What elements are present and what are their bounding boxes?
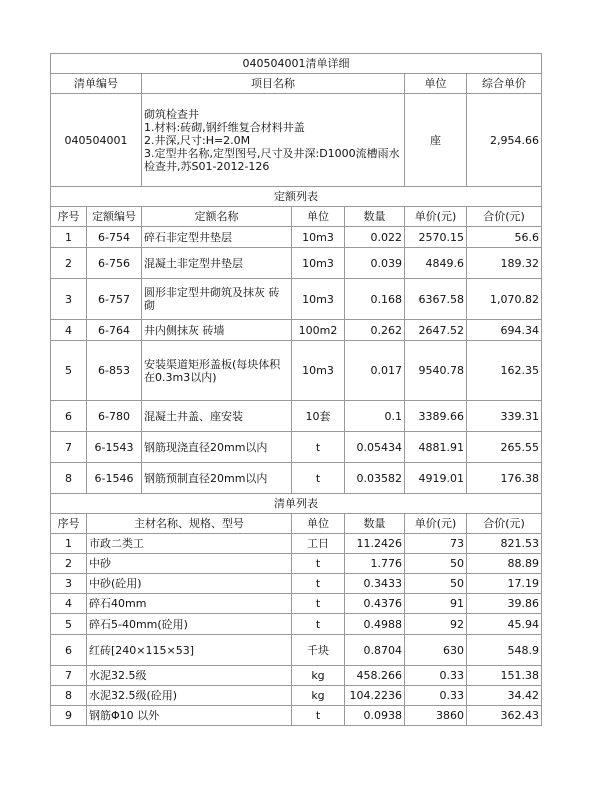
seq-cell: 4 [51,320,87,341]
code-cell: 6-757 [87,279,142,320]
qty-cell: 0.8704 [345,635,405,666]
name-cell: 碎石非定型井垫层 [142,227,292,248]
bill-line: 砌筑检查井 [144,107,199,121]
seq-cell: 5 [51,341,87,401]
quota-unit-header: 单位 [292,207,345,227]
material-seq-header: 序号 [51,514,87,534]
table-row [51,534,542,554]
bill-detail-table [50,53,542,726]
unit-cell: 100m2 [292,320,345,341]
bill-line: 3.定型井名称,定型图号,尺寸及井深:D1000流槽雨水检查井,苏S01-2012-126 [144,146,400,173]
seq-cell: 6 [51,635,87,666]
total-cell: 56.6 [467,227,542,248]
total-cell: 265.55 [467,432,542,463]
material-total-header: 合价(元) [467,514,542,534]
code-cell: 6-764 [87,320,142,341]
qty-cell: 0.262 [345,320,405,341]
name-cell: 混凝土非定型井垫层 [142,248,292,279]
seq-cell: 7 [51,432,87,463]
material-price-header: 单价(元) [405,514,467,534]
total-cell: 17.19 [467,574,542,594]
table-row [51,279,542,320]
table-row [51,248,542,279]
quota-seq-header: 序号 [51,207,87,227]
seq-cell: 2 [51,248,87,279]
quota-code-header: 定额编号 [87,207,142,227]
table-row [51,401,542,432]
price-cell: 50 [405,574,467,594]
seq-cell: 4 [51,594,87,614]
bill-price-header: 综合单价 [467,74,542,94]
qty-cell: 0.017 [345,341,405,401]
bill-name-header: 项目名称 [142,74,405,94]
name-cell: 中砂(砼用) [87,574,292,594]
total-cell: 45.94 [467,614,542,635]
bill-code-header: 清单编号 [51,74,142,94]
total-cell: 151.38 [467,666,542,686]
unit-cell: 10套 [292,401,345,432]
table-row [51,320,542,341]
seq-cell: 1 [51,227,87,248]
qty-cell: 0.168 [345,279,405,320]
qty-cell: 0.0938 [345,706,405,726]
total-cell: 339.31 [467,401,542,432]
seq-cell: 8 [51,463,87,494]
total-cell: 88.89 [467,554,542,574]
total-cell: 548.9 [467,635,542,666]
price-cell: 50 [405,554,467,574]
price-cell: 6367.58 [405,279,467,320]
name-cell: 中砂 [87,554,292,574]
unit-cell: t [292,463,345,494]
qty-cell: 1.776 [345,554,405,574]
qty-cell: 458.266 [345,666,405,686]
unit-cell: 10m3 [292,248,345,279]
name-cell: 安装渠道矩形盖板(每块体积在0.3m3以内) [142,341,292,401]
seq-cell: 7 [51,666,87,686]
name-cell: 钢筋预制直径20mm以内 [142,463,292,494]
table-row [51,635,542,666]
table-row [51,614,542,635]
total-cell: 694.34 [467,320,542,341]
table-row [51,432,542,463]
material-qty-header: 数量 [345,514,405,534]
name-cell: 圆形非定型井砌筑及抹灰 砖砌 [142,279,292,320]
total-cell: 189.32 [467,248,542,279]
code-cell: 6-1546 [87,463,142,494]
table-row [51,666,542,686]
price-cell: 0.33 [405,686,467,706]
seq-cell: 8 [51,686,87,706]
seq-cell: 3 [51,574,87,594]
qty-cell: 0.039 [345,248,405,279]
name-cell: 水泥32.5级 [87,666,292,686]
total-cell: 39.86 [467,594,542,614]
table-title: 040504001清单详细 [51,54,542,74]
name-cell: 红砖[240×115×53] [87,635,292,666]
code-cell: 6-1543 [87,432,142,463]
total-cell: 176.38 [467,463,542,494]
unit-cell: 千块 [292,635,345,666]
name-cell: 钢筋现浇直径20mm以内 [142,432,292,463]
unit-cell: t [292,614,345,635]
material-name-header: 主材名称、规格、型号 [87,514,292,534]
material-unit-header: 单位 [292,514,345,534]
table-row [51,686,542,706]
table-row [51,554,542,574]
name-cell: 混凝土井盖、座安装 [142,401,292,432]
code-cell: 6-780 [87,401,142,432]
qty-cell: 0.3433 [345,574,405,594]
qty-cell: 0.4988 [345,614,405,635]
price-cell: 73 [405,534,467,554]
unit-cell: kg [292,666,345,686]
seq-cell: 5 [51,614,87,635]
price-cell: 630 [405,635,467,666]
total-cell: 1,070.82 [467,279,542,320]
total-cell: 362.43 [467,706,542,726]
unit-cell: t [292,554,345,574]
bill-description [142,94,405,187]
price-cell: 0.33 [405,666,467,686]
table-row [51,341,542,401]
quota-name-header: 定额名称 [142,207,292,227]
table-row [51,463,542,494]
code-cell: 6-853 [87,341,142,401]
unit-cell: kg [292,686,345,706]
price-cell: 4849.6 [405,248,467,279]
seq-cell: 6 [51,401,87,432]
qty-cell: 11.2426 [345,534,405,554]
name-cell: 钢筋Φ10 以外 [87,706,292,726]
price-cell: 2647.52 [405,320,467,341]
quota-price-header: 单价(元) [405,207,467,227]
quota-section-title: 定额列表 [51,187,542,207]
unit-cell: 工日 [292,534,345,554]
seq-cell: 2 [51,554,87,574]
total-cell: 162.35 [467,341,542,401]
price-cell: 4881.91 [405,432,467,463]
name-cell: 水泥32.5级(砼用) [87,686,292,706]
name-cell: 市政二类工 [87,534,292,554]
price-cell: 91 [405,594,467,614]
unit-cell: t [292,574,345,594]
bill-unit: 座 [405,94,467,187]
price-cell: 3389.66 [405,401,467,432]
qty-cell: 104.2236 [345,686,405,706]
price-cell: 4919.01 [405,463,467,494]
unit-cell: t [292,432,345,463]
qty-cell: 0.03582 [345,463,405,494]
code-cell: 6-754 [87,227,142,248]
unit-cell: 10m3 [292,341,345,401]
qty-cell: 0.1 [345,401,405,432]
bill-price: 2,954.66 [467,94,542,187]
name-cell: 碎石5-40mm(砼用) [87,614,292,635]
table-row [51,227,542,248]
price-cell: 9540.78 [405,341,467,401]
name-cell: 井内侧抹灰 砖墙 [142,320,292,341]
unit-cell: t [292,706,345,726]
total-cell: 34.42 [467,686,542,706]
qty-cell: 0.4376 [345,594,405,614]
unit-cell: t [292,594,345,614]
total-cell: 821.53 [467,534,542,554]
seq-cell: 1 [51,534,87,554]
qty-cell: 0.05434 [345,432,405,463]
seq-cell: 9 [51,706,87,726]
table-row [51,706,542,726]
bill-code: 040504001 [51,94,142,187]
code-cell: 6-756 [87,248,142,279]
table-row [51,594,542,614]
quota-total-header: 合价(元) [467,207,542,227]
quota-qty-header: 数量 [345,207,405,227]
name-cell: 碎石40mm [87,594,292,614]
price-cell: 2570.15 [405,227,467,248]
unit-cell: 10m3 [292,227,345,248]
table-row [51,574,542,594]
unit-cell: 10m3 [292,279,345,320]
material-section-title: 清单列表 [51,494,542,514]
bill-line: 2.井深,尺寸:H=2.0M [144,133,251,147]
price-cell: 92 [405,614,467,635]
seq-cell: 3 [51,279,87,320]
price-cell: 3860 [405,706,467,726]
bill-unit-header: 单位 [405,74,467,94]
bill-line: 1.材料:砖砌,钢纤维复合材料井盖 [144,120,305,134]
qty-cell: 0.022 [345,227,405,248]
